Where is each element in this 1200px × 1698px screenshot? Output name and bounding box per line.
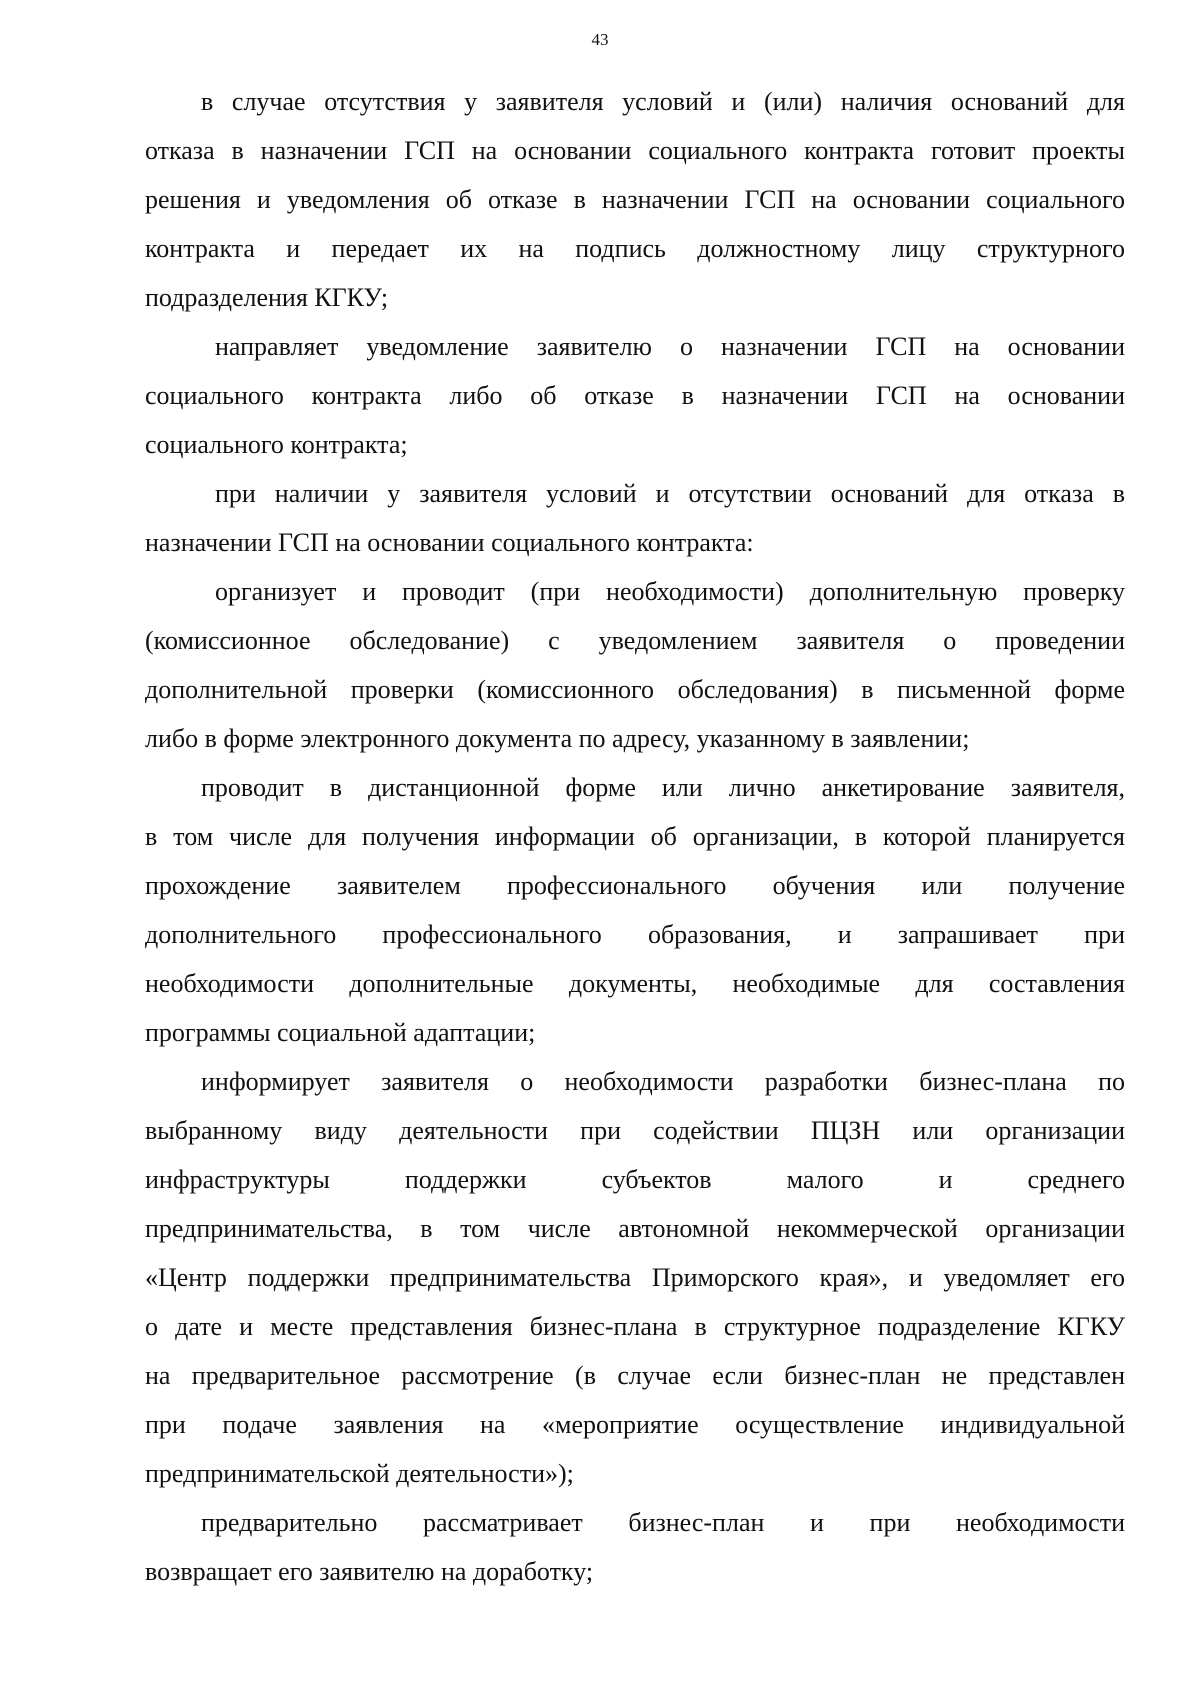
paragraph-line: в случае отсутствия у заявителя условий и (или) наличия оснований для [201,87,1125,116]
paragraph [145,1498,1125,1596]
paragraph-line: «Центр поддержки предпринимательства Приморского края», и уведомляет его [145,1263,1125,1292]
paragraph-line: проводит в дистанционной форме или лично анкетирование заявителя, [201,773,1125,802]
paragraph-line: в том числе для получения информации об организации, в которой планируется [145,822,1125,851]
document-body [145,77,1125,1596]
paragraph [145,567,1125,763]
paragraph-line: направляет уведомление заявителю о назначении ГСП на основании [215,332,1125,361]
paragraph-line: возвращает его заявителю на доработку; [145,1557,594,1586]
paragraph [145,763,1125,1057]
paragraph-line: предпринимательской деятельности»); [145,1459,574,1488]
paragraph-line: выбранному виду деятельности при содействии ПЦЗН или организации [145,1116,1125,1145]
paragraph-line: назначении ГСП на основании социального контракта: [145,528,754,557]
paragraph-line: либо в форме электронного документа по адресу, указанному в заявлении; [145,724,970,753]
paragraph-line: предпринимательства, в том числе автономной некоммерческой организации [145,1214,1125,1243]
paragraph-line: на предварительное рассмотрение (в случае если бизнес-план не представлен [145,1361,1125,1390]
page-number: 43 [591,30,609,49]
paragraph-line: (комиссионное обследование) с уведомлением заявителя о проведении [145,626,1125,655]
paragraph-line: отказа в назначении ГСП на основании социального контракта готовит проекты [145,136,1125,165]
paragraph [145,322,1125,469]
paragraph-line: социального контракта; [145,430,408,459]
paragraph-line: дополнительной проверки (комиссионного обследования) в письменной форме [145,675,1125,704]
paragraph-line: прохождение заявителем профессионального обучения или получение [145,871,1125,900]
paragraph [145,469,1125,567]
paragraph-line: предварительно рассматривает бизнес-план и при необходимости [201,1508,1125,1537]
paragraph-line: при наличии у заявителя условий и отсутствии оснований для отказа в [215,479,1125,508]
paragraph-line: решения и уведомления об отказе в назначении ГСП на основании социального [145,185,1125,214]
paragraph [145,1057,1125,1498]
paragraph-line: дополнительного профессионального образования, и запрашивает при [145,920,1125,949]
paragraph-line: при подаче заявления на «мероприятие осуществление индивидуальной [145,1410,1125,1439]
paragraph [145,77,1125,322]
paragraph-line: программы социальной адаптации; [145,1018,536,1047]
paragraph-line: информирует заявителя о необходимости разработки бизнес-плана по [201,1067,1125,1096]
paragraph-line: подразделения КГКУ; [145,283,389,312]
paragraph-line: контракта и передает их на подпись должностному лицу структурного [145,234,1125,263]
paragraph-line: о дате и месте представления бизнес-плана в структурное подразделение КГКУ [145,1312,1125,1341]
paragraph-line: социального контракта либо об отказе в назначении ГСП на основании [145,381,1125,410]
paragraph-line: инфраструктуры поддержки субъектов малого и среднего [145,1165,1125,1194]
paragraph-line: необходимости дополнительные документы, необходимые для составления [145,969,1125,998]
paragraph-line: организует и проводит (при необходимости) дополнительную проверку [215,577,1125,606]
